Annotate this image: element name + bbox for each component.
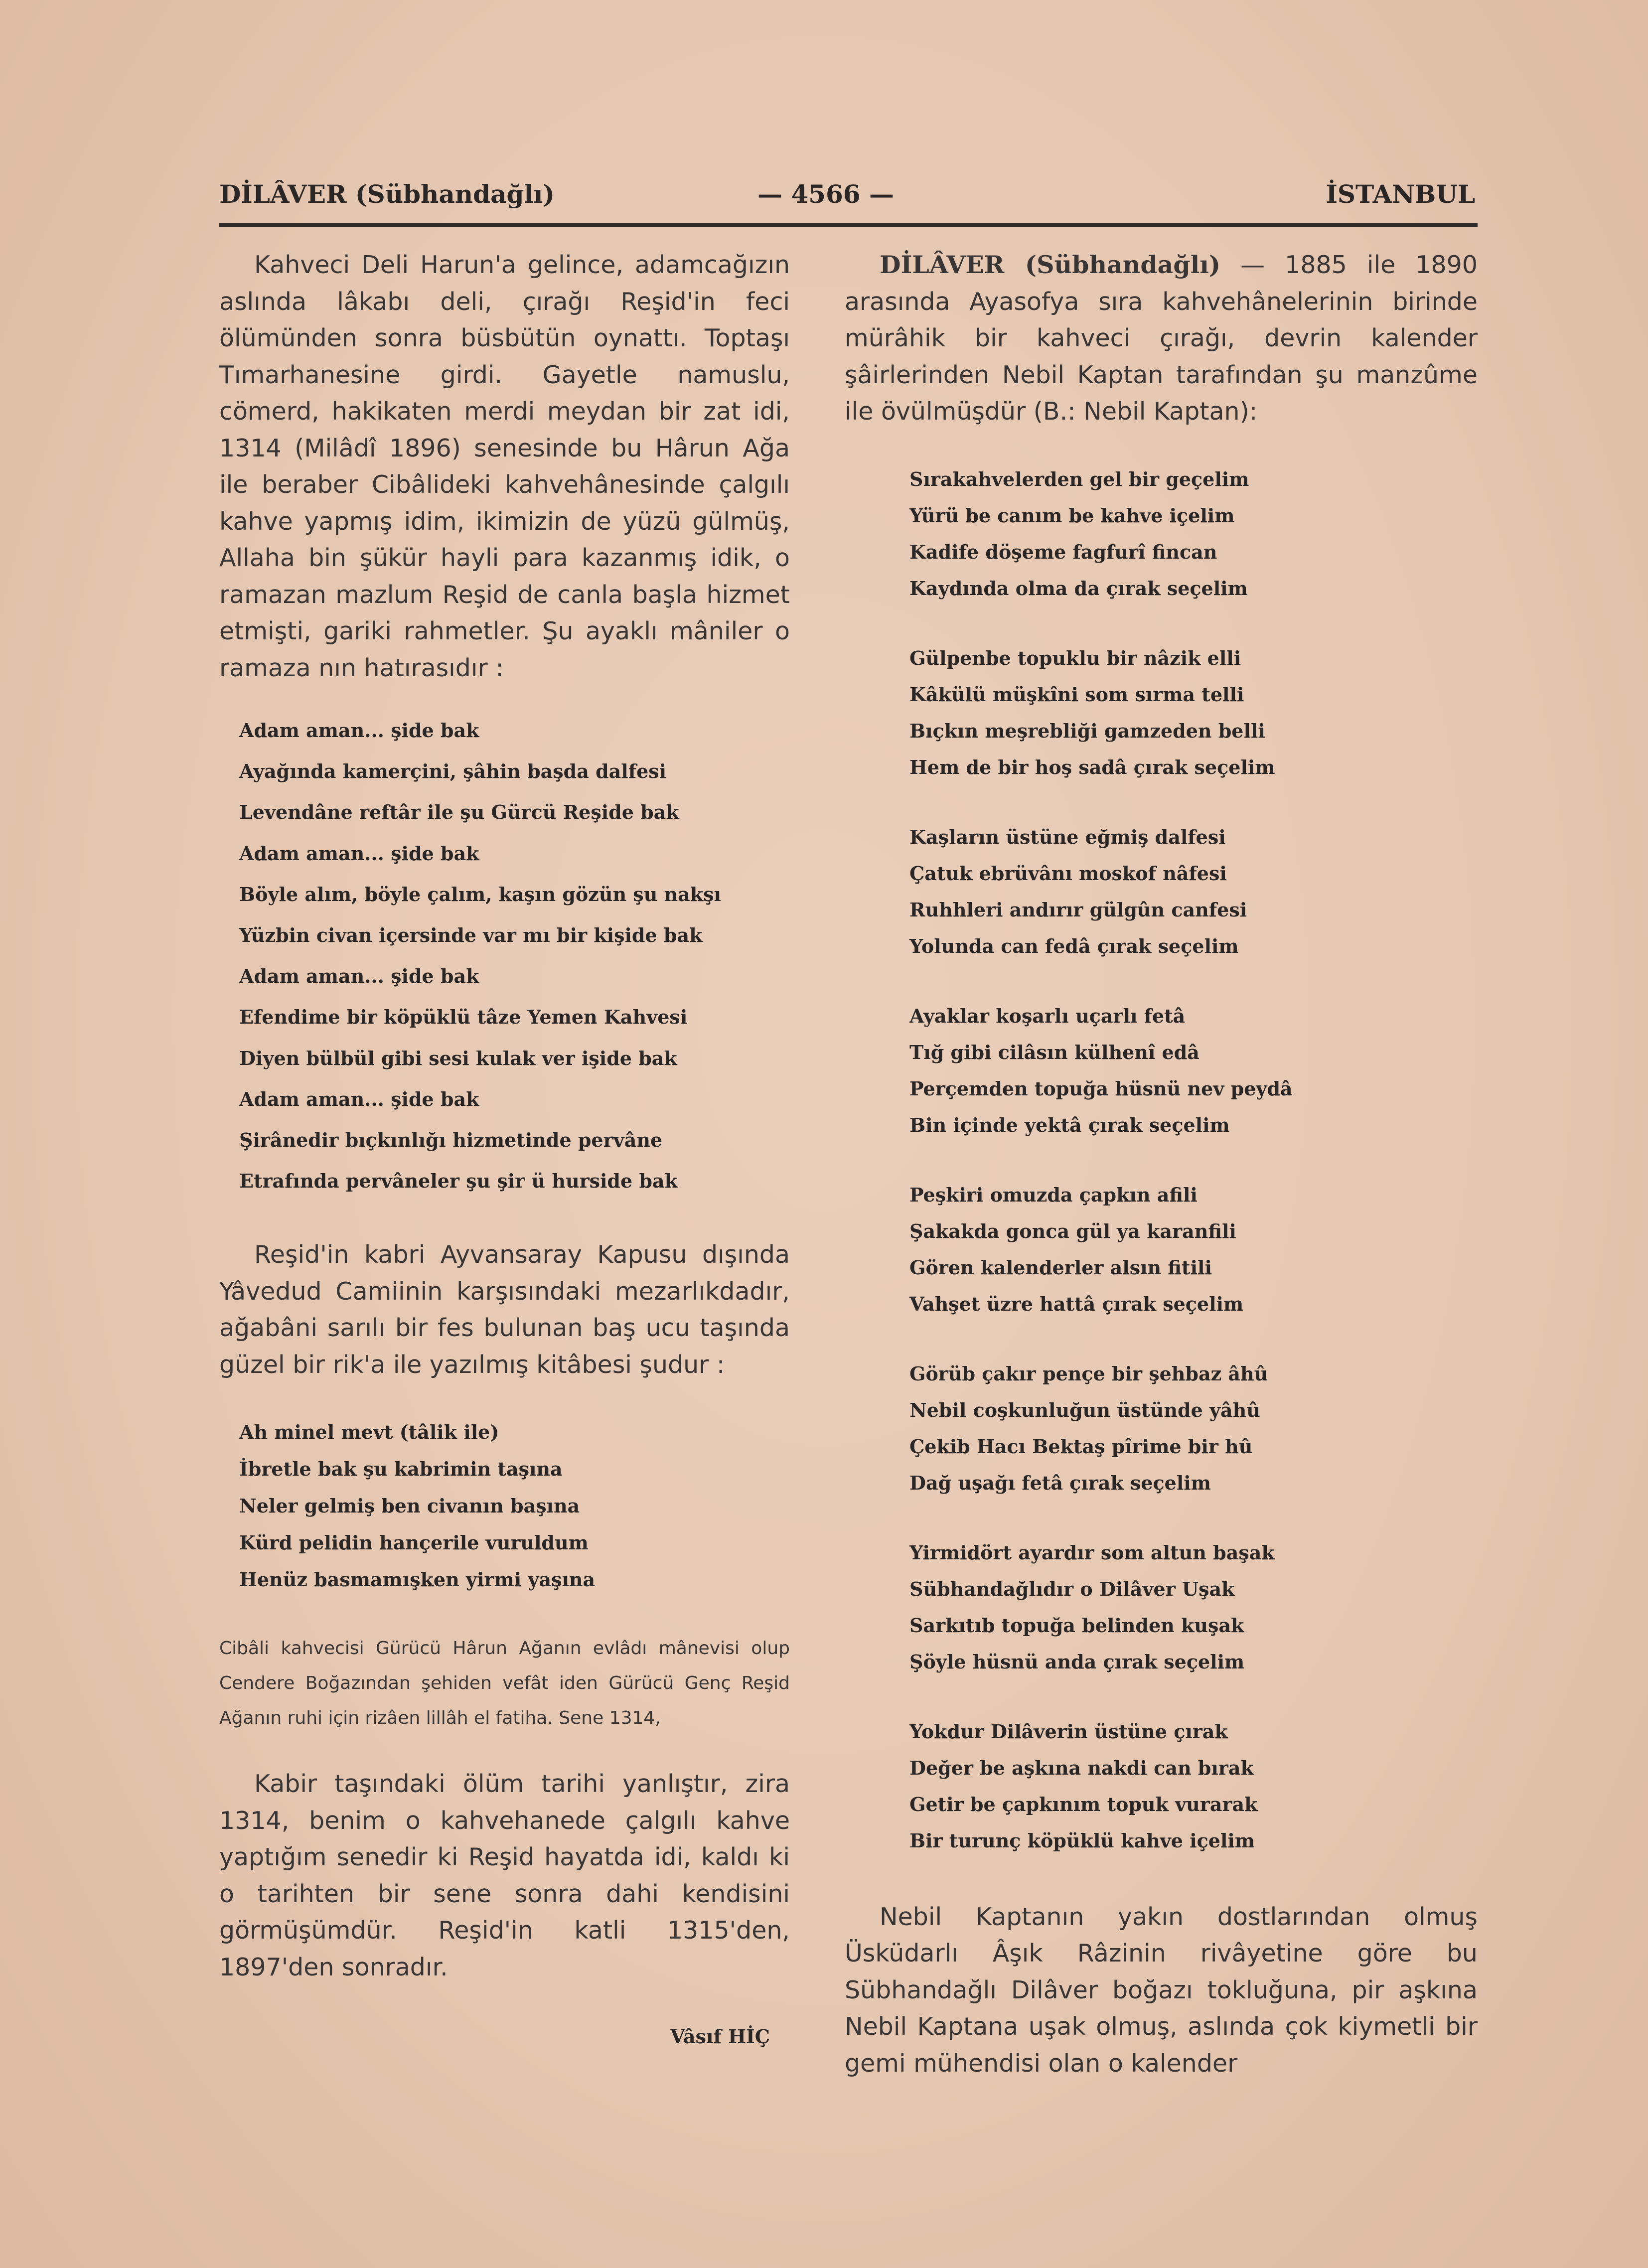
verse-line: Etrafında pervâneler şu şir ü hurside bak <box>239 1170 678 1193</box>
verse-line: Nebil coşkunluğun üstünde yâhû <box>909 1398 1260 1421</box>
verse-line: Görüb çakır pençe bir şehbaz âhû <box>909 1362 1268 1385</box>
header-entry-title: DİLÂVER (Sübhandağlı) <box>219 179 555 209</box>
verse-line: Adam aman... şide bak <box>239 842 479 865</box>
verse-line: Diyen bülbül gibi sesi kulak ver işide bak <box>239 1047 677 1069</box>
header-section-title: İSTANBUL <box>1326 179 1475 209</box>
mani-verses <box>239 710 790 1202</box>
epitaph-line: Neler gelmiş ben civanın başına <box>239 1495 580 1517</box>
verse-line: Kadife döşeme fagfurî fincan <box>909 540 1217 563</box>
epitaph-line: Kürd pelidin hançerile vuruldum <box>239 1531 589 1554</box>
entry-title: DİLÂVER (Sübhandağlı) <box>880 250 1221 279</box>
verse-line: Adam aman... şide bak <box>239 965 479 988</box>
verse-line: Peşkiri omuzda çapkın afili <box>909 1183 1198 1206</box>
verse-line: Ruhhleri andırır gülgûn canfesi <box>909 898 1247 921</box>
stanza <box>909 998 1478 1143</box>
verse-line: Gören kalenderler alsın fitili <box>909 1256 1212 1279</box>
epitaph-line: Ah minel mevt (tâlik ile) <box>239 1421 499 1444</box>
intro-paragraph: Kahveci Deli Harun'a gelince, adamcağızın aslında lâkabı deli, çırağı Reşid'in feci ölümünden sonra büsbütün oynattı. Toptaşı Tımarhanesine girdi. Gayetle namuslu, cömerd, hakikaten merdi meydan bir zat idi, 1314 (Milâdî 1896) senesinde bu Hârun Ağa ile beraber Cibâlideki kahvehânesinde çalgılı kahve yapmış idim, ikimizin de yüzü gülmüş, Allaha bin şükür hayli para kazanmış idik, o ramazan mazlum Reşid de canla başla hizmet etmişti, gariki rahmetler. Şu ayaklı mâniler o ramaza nın hatırasıdır : <box>219 251 790 682</box>
closing-paragraph: Kabir taşındaki ölüm tarihi yanlıştır, zira 1314, benim o kahvehanede çalgılı kahve yaptığım senedir ki Reşid hayatda idi, kaldı ki o tarihten bir sene sonra dahi kendisini görmüşümdür. Reşid'in katli 1315'den, 1897'den sonradır. <box>219 1770 790 1981</box>
header-rule <box>219 223 1478 227</box>
verse-line: Çekib Hacı Bektaş pîrime bir hû <box>909 1435 1253 1458</box>
verse-line: Sübhandağlıdır o Dilâver Uşak <box>909 1577 1235 1600</box>
verse-line: Kaydında olma da çırak seçelim <box>909 577 1248 600</box>
verse-line: Şöyle hüsnü anda çırak seçelim <box>909 1650 1245 1673</box>
stanza <box>909 1534 1478 1680</box>
verse-line: Ayaklar koşarlı uçarlı fetâ <box>909 1004 1186 1027</box>
right-column <box>845 247 1478 2082</box>
entry-intro <box>845 247 1478 430</box>
verse-line: Vahşet üzre hattâ çırak seçelim <box>909 1292 1244 1315</box>
outro-paragraph: Nebil Kaptanın yakın dostlarından olmuş Üsküdarlı Âşık Râzinin rivâyetine göre bu Sübhandağlı Dilâver boğazı tokluğuna, pir aşkına Nebil Kaptana uşak olmuş, aslında çok kiymetli bir gemi mühendisi olan o kalender <box>845 1902 1478 2078</box>
verse-line: Şirânedir bıçkınlığı hizmetinde pervâne <box>239 1129 663 1152</box>
verse-line: Efendime bir köpüklü tâze Yemen Kahvesi <box>239 1006 688 1029</box>
verse-line: Levendâne reftâr ile şu Gürcü Reşide bak <box>239 801 679 824</box>
grave-paragraph: Reşid'in kabri Ayvansaray Kapusu dışında Yâvedud Camiinin karşısındaki mezarlıkdadır, ağabâni sarılı bir fes bulunan baş ucu taşında güzel bir rik'a ile yazılmış kitâbesi şudur : <box>219 1240 790 1379</box>
verse-line: Hem de bir hoş sadâ çırak seçelim <box>909 756 1275 778</box>
verse-line: Sarkıtıb topuğa belinden kuşak <box>909 1614 1244 1637</box>
verse-line: Yüzbin civan içersinde var mı bir kişide bak <box>239 924 703 947</box>
page-header <box>219 179 1475 219</box>
gravestone-inscription: Cibâli kahvecisi Gürücü Hârun Ağanın evlâdı mânevisi olup Cendere Boğazından şehiden vefât iden Gürücü Genç Reşid Ağanın ruhi için rizâen lillâh el fatiha. Sene 1314, <box>219 1638 790 1729</box>
verse-line: Yirmidört ayardır som altun başak <box>909 1541 1275 1564</box>
verse-line: Bıçkın meşrebliği gamzeden belli <box>909 719 1265 742</box>
stanza <box>909 640 1478 785</box>
verse-line: Gülpenbe topuklu bir nâzik elli <box>909 646 1241 669</box>
epitaph-verses <box>239 1414 790 1598</box>
page-number: — 4566 — <box>757 179 894 209</box>
verse-line: Ayağında kamerçini, şâhin başda dalfesi <box>239 760 667 783</box>
verse-line: Yokdur Dilâverin üstüne çırak <box>909 1720 1228 1743</box>
verse-line: Bir turunç köpüklü kahve içelim <box>909 1829 1255 1852</box>
stanza <box>909 1356 1478 1501</box>
verse-line: Yolunda can fedâ çırak seçelim <box>909 934 1239 957</box>
verse-line: Adam aman... şide bak <box>239 1087 479 1110</box>
verse-line: Adam aman... şide bak <box>239 719 479 742</box>
verse-line: Kaşların üstüne eğmiş dalfesi <box>909 825 1226 848</box>
stanza <box>909 461 1478 606</box>
stanza <box>909 1713 1478 1859</box>
epitaph-line: İbretle bak şu kabrimin taşına <box>239 1458 563 1481</box>
entry-intro-text: — 1885 ile 1890 arasında Ayasofya sıra kahvehânelerinin birinde mürâhik bir kahveci çırağı, devrin kalender şâirlerinden Nebil Kaptan tarafından şu manzûme ile övülmüşdür (B.: Nebil Kaptan): <box>845 251 1478 426</box>
verse-line: Böyle alım, böyle çalım, kaşın gözün şu nakşı <box>239 883 721 906</box>
left-column <box>219 247 790 2048</box>
verse-line: Getir be çapkınım topuk vurarak <box>909 1793 1258 1815</box>
verse-line: Değer be aşkına nakdi can bırak <box>909 1756 1254 1779</box>
verse-line: Dağ uşağı fetâ çırak seçelim <box>909 1471 1211 1494</box>
author-signature: Vâsıf HİÇ <box>670 2025 770 2048</box>
verse-line: Şakakda gonca gül ya karanfili <box>909 1219 1236 1242</box>
epitaph-line: Henüz basmamışken yirmi yaşına <box>239 1568 596 1591</box>
verse-line: Tığ gibi cilâsın külhenî edâ <box>909 1041 1199 1063</box>
verse-line: Kâkülü müşkîni som sırma telli <box>909 683 1244 706</box>
stanza <box>909 819 1478 964</box>
verse-line: Bin içinde yektâ çırak seçelim <box>909 1113 1230 1136</box>
verse-line: Çatuk ebrüvânı moskof nâfesi <box>909 862 1227 885</box>
verse-line: Perçemden topuğa hüsnü nev peydâ <box>909 1077 1293 1100</box>
stanza <box>909 1177 1478 1322</box>
verse-line: Yürü be canım be kahve içelim <box>909 504 1235 527</box>
verse-line: Sırakahvelerden gel bir geçelim <box>909 467 1249 490</box>
